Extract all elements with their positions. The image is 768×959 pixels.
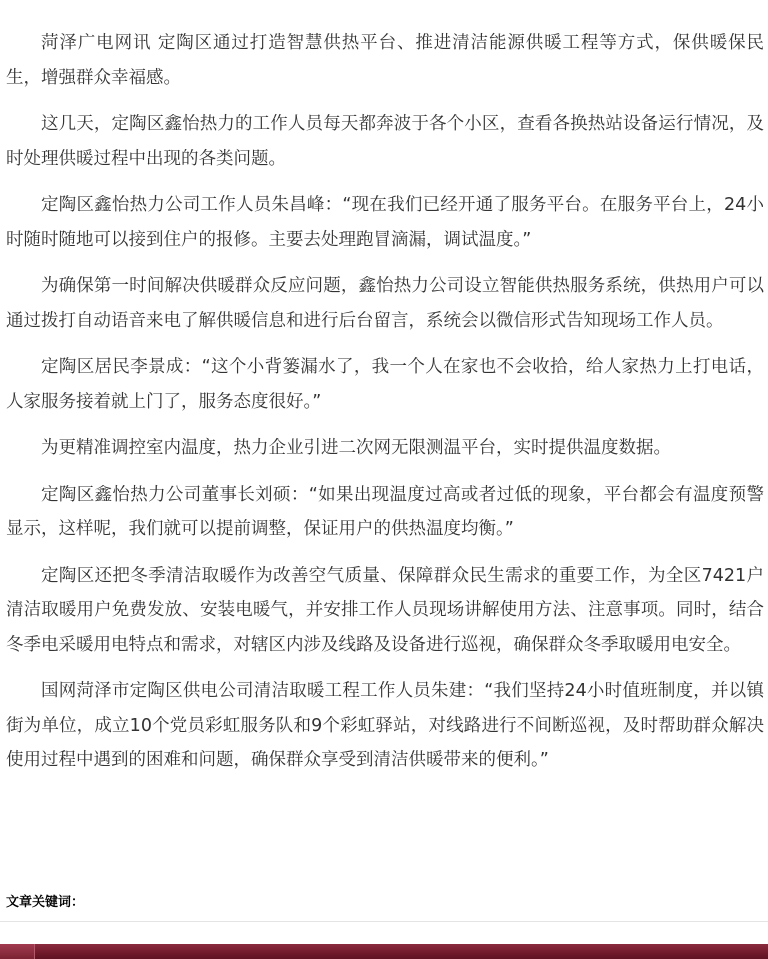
article-keywords-label: 文章关键词： <box>6 895 85 910</box>
article-paragraph: 为确保第一时间解决供暖群众反应问题，鑫怡热力公司设立智能供热服务系统，供热用户可以通过拨打自动语音来电了解供暖信息和进行后台留言，系统会以微信形式告知现场工作人员。 <box>6 276 764 331</box>
article-paragraph: 国网菏泽市定陶区供电公司清洁取暖工程工作人员朱建：“我们坚持24小时值班制度，并以镇街为单位，成立10个党员彩虹服务队和9个彩虹驿站，对线路进行不间断巡视，及时帮助群众解决使用过程中遇到的困难和问题，确保群众享受到清洁供暖带来的便利。” <box>6 681 764 770</box>
article-paragraph: 这几天，定陶区鑫怡热力的工作人员每天都奔波于各个小区，查看各换热站设备运行情况，及时处理供暖过程中出现的各类问题。 <box>6 114 764 169</box>
article-paragraph: 定陶区居民李景成：“这个小背篓漏水了，我一个人在家也不会收拾，给人家热力上打电话，人家服务接着就上门了，服务态度很好。” <box>6 357 764 412</box>
article-paragraph: 菏泽广电网讯 定陶区通过打造智慧供热平台、推进清洁能源供暖工程等方式，保供暖保民生，增强群众幸福感。 <box>6 33 764 88</box>
footer-bar <box>0 944 768 959</box>
article-paragraph: 定陶区鑫怡热力公司董事长刘硕：“如果出现温度过高或者过低的现象，平台都会有温度预警显示，这样呢，我们就可以提前调整，保证用户的供热温度均衡。” <box>6 484 764 539</box>
article-body <box>6 26 764 790</box>
article-paragraph: 定陶区鑫怡热力公司工作人员朱昌峰：“现在我们已经开通了服务平台。在服务平台上，24小时随时随地可以接到住户的报修。主要去处理跑冒滴漏，调试温度。” <box>6 195 764 250</box>
article-paragraph: 为更精准调控室内温度，热力企业引进二次网无限测温平台，实时提供温度数据。 <box>41 438 671 458</box>
footer-bar-tab <box>0 944 35 959</box>
article-paragraph: 定陶区还把冬季清洁取暖作为改善空气质量、保障群众民生需求的重要工作，为全区7421户清洁取暖用户免费发放、安装电暖气，并安排工作人员现场讲解使用方法、注意事项。同时，结合冬季电采暖用电特点和需求，对辖区内涉及线路及设备进行巡视，确保群众冬季取暖用电安全。 <box>6 565 764 655</box>
divider <box>0 921 768 922</box>
